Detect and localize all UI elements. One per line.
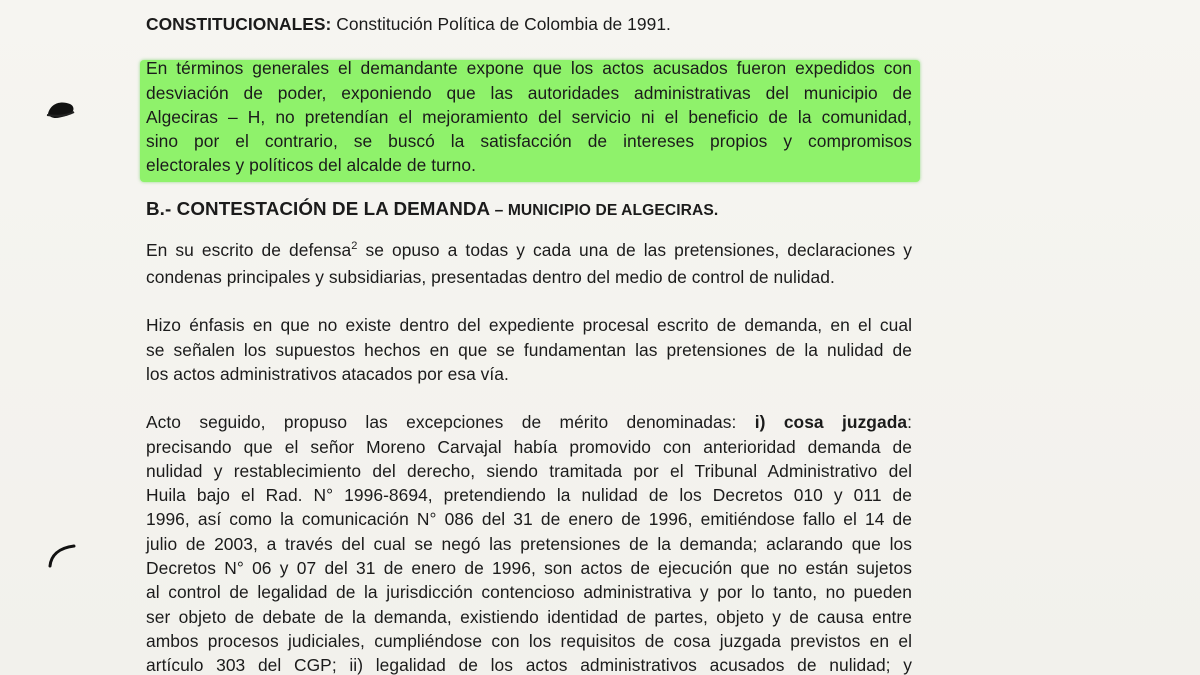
acto-text-colon: : (907, 412, 912, 433)
ink-blot-mark (44, 96, 80, 122)
paragraph-line: 1996, así como la comunicación N° 086 del 31 de enero de 1996, emitiéndose fallo el 14 de (146, 509, 912, 530)
exception-cosa-juzgada: i) cosa juzgada (754, 412, 908, 433)
acto-text-start: Acto seguido, propuso las excepciones de mérito denominadas: (146, 412, 755, 433)
paragraph-defensa (146, 238, 912, 290)
paragraph-acto-seguido (146, 410, 912, 675)
paragraph-line: Hizo énfasis en que no existe dentro del expediente procesal escrito de demanda, en el cual (146, 315, 912, 336)
highlighted-line: En términos generales el demandante expone que los actos acusados fueron expedidos con (146, 58, 912, 79)
constitucionales-text: Constitución Política de Colombia de 1991. (331, 14, 671, 34)
document-body (146, 12, 912, 675)
paragraph-line: nulidad y restablecimiento del derecho, siendo tramitada por el Tribunal Administrativo del (146, 460, 912, 481)
paragraph-line (146, 238, 912, 265)
highlighted-line: electorales y políticos del alcalde de turno. (146, 155, 476, 176)
section-title: B.- CONTESTACIÓN DE LA DEMANDA (146, 197, 491, 219)
highlighted-line: Algeciras – H, no pretendían el mejoramiento del servicio ni el beneficio de la comunidad, (146, 106, 912, 127)
paragraph-line: Huila bajo el Rad. N° 1996-8694, pretendiendo la nulidad de los Decretos 010 y 011 de (146, 485, 912, 506)
paragraph-line: ser objeto de debate de la demanda, existiendo identidad de partes, objeto y de causa entre (146, 606, 912, 627)
paragraph-line: artículo 303 del CGP; ii) legalidad de los actos administrativos acusados de nulidad; y (146, 655, 912, 675)
defensa-text-start: En su escrito de defensa (146, 239, 352, 260)
defensa-text-end: se opuso a todas y cada una de las pretensiones, declaraciones y (357, 239, 912, 260)
constitucionales-line (146, 12, 912, 36)
paragraph-line: julio de 2003, a través del cual se negó las pretensiones de la demanda; aclarando que los (146, 533, 912, 554)
highlighted-line: desviación de poder, exponiendo que las autoridades administrativas del municipio de (146, 82, 912, 103)
highlighted-line: sino por el contrario, se buscó la satisfacción de intereses propios y compromisos (146, 131, 912, 152)
paragraph-enfasis (146, 313, 912, 386)
pen-stroke-mark (46, 540, 80, 570)
paragraph-line (146, 410, 912, 434)
paragraph-line: condenas principales y subsidiarias, presentadas dentro del medio de control de nulidad. (146, 267, 835, 288)
highlighted-paragraph (146, 56, 912, 177)
constitucionales-label: CONSTITUCIONALES: (146, 14, 332, 34)
paragraph-line: Decretos N° 06 y 07 del 31 de enero de 1996, son actos de ejecución que no están sujetos (146, 558, 912, 579)
section-heading (146, 196, 912, 224)
section-subtitle: – MUNICIPIO DE ALGECIRAS. (490, 201, 719, 219)
paragraph-line: precisando que el señor Moreno Carvajal había promovido con anterioridad demanda de (146, 436, 912, 457)
footnote-reference: 2 (351, 239, 358, 252)
paragraph-line: se señalen los supuestos hechos en que se fundamentan las pretensiones de la nulidad de (146, 339, 912, 360)
paragraph-line: los actos administrativos atacados por esa vía. (146, 363, 509, 384)
paragraph-line: al control de legalidad de la jurisdicción contencioso administrativa y por lo tanto, no pueden (146, 582, 912, 603)
paragraph-line: ambos procesos judiciales, cumpliéndose con los requisitos de cosa juzgada previstos en el (146, 630, 912, 651)
